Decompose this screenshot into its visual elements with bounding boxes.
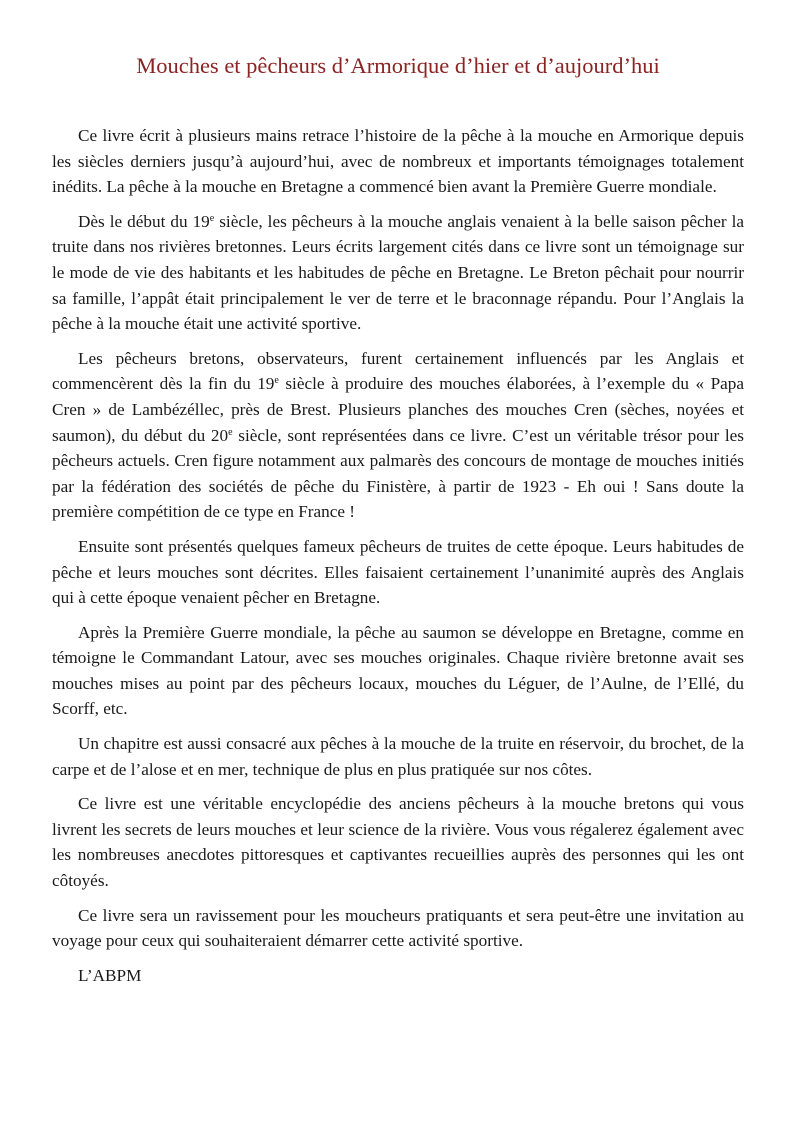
paragraph-text: siècle, les pêcheurs à la mouche anglais venaient à la belle saison pêcher la truite dans nos rivières bretonnes. Leurs écrits largement cités dans ce livre sont un témoignage sur le mode de vie des habitants et les habitudes de pêche en Bretagne. Le Breton pêchait pour nourrir sa famille, l’appât était principalement le ver de terre et le braconnage répandu. Pour l’Anglais la pêche à la mouche était une activité sportive. <box>52 211 744 334</box>
superscript: e <box>228 426 233 438</box>
paragraph-intro: Ce livre écrit à plusieurs mains retrace l’histoire de la pêche à la mouche en Armorique depuis les siècles derniers jusqu’à aujourd’hui, avec de nombreux et importants témoignages totalement inédits. La pêche à la mouche en Bretagne a commencé bien avant la Première Guerre mondiale. <box>52 126 744 197</box>
paragraph-text: siècle, sont représentées dans ce livre. C’est un véritable trésor pour les pêcheurs actuels. Cren figure notamment aux palmarès des concours de montage de mouches initiés par la fédération des sociétés de pêche du Finistère, à partir de 1923 - Eh oui ! Sans doute la première compétition de ce type en France ! <box>52 425 744 522</box>
document-page <box>52 50 744 988</box>
paragraph-text: siècle à produire des mouches élaborées, à l’exemple du « Papa Cren » de Lambézéllec, près de Brest. Plusieurs planches des mouches Cren (sèches, noyées et saumon), du début du 20 <box>52 374 744 445</box>
paragraph-encyclopedia: Ce livre est une véritable encyclopédie des anciens pêcheurs à la mouche bretons qui vous livrent les secrets de leurs mouches et leur science de la rivière. Vous vous régalerez également avec les nombreuses anecdotes pittoresques et captivantes recueillies auprès des personnes qui les ont côtoyés. <box>52 794 744 891</box>
paragraph-salmon: Après la Première Guerre mondiale, la pêche au saumon se développe en Bretagne, comme en témoigne le Commandant Latour, avec ses mouches originales. Chaque rivière bretonne avait ses mouches mises au point par des pêcheurs locaux, mouches du Léguer, de l’Aulne, de l’Ellé, du Scorff, etc. <box>52 622 744 719</box>
signature: L’ABPM <box>78 965 142 985</box>
page-title: Mouches et pêcheurs d’Armorique d’hier et d’aujourd’hui <box>136 53 660 78</box>
paragraph-famous-anglers: Ensuite sont présentés quelques fameux pêcheurs de truites de cette époque. Leurs habitudes de pêche et leurs mouches sont décrites. Elles faisaient certainement l’unanimité auprès des Anglais qui à cette époque venaient pêcher en Bretagne. <box>52 536 744 608</box>
paragraph-text: Les pêcheurs bretons, observateurs, furent certainement influencés par les Anglais et commencèrent dès la fin du 19 <box>52 348 744 394</box>
paragraph-conclusion: Ce livre sera un ravissement pour les moucheurs pratiquants et sera peut-être une invitation au voyage pour ceux qui souhaiteraient démarrer cette activité sportive. <box>52 905 744 951</box>
superscript: e <box>274 375 279 387</box>
paragraph-english-anglers <box>52 209 744 337</box>
paragraph-breton-anglers <box>52 346 744 525</box>
superscript: e <box>209 212 215 224</box>
paragraph-text: Dès le début du 19 <box>78 211 210 231</box>
paragraph-chapter: Un chapitre est aussi consacré aux pêches à la mouche de la truite en réservoir, du brochet, de la carpe et de l’alose et en mer, technique de plus en plus pratiquée sur nos côtes. <box>52 734 744 779</box>
